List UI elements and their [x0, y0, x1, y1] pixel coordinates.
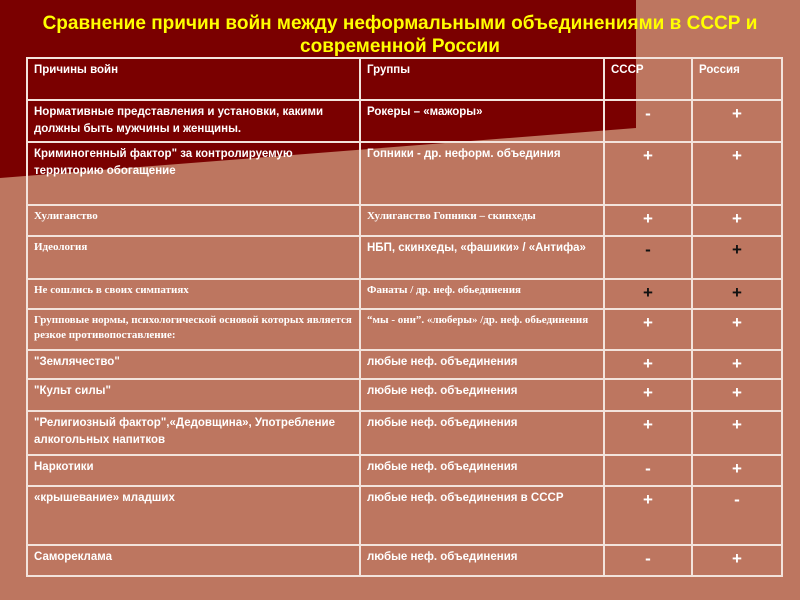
ussr-mark: + — [604, 379, 692, 411]
russia-mark: + — [692, 309, 782, 350]
cause-cell: «крышевание» младших — [27, 486, 360, 545]
cause-cell: Нормативные представления и установки, какими должны быть мужчины и женщины. — [27, 100, 360, 142]
ussr-mark: + — [604, 142, 692, 205]
table-row — [27, 142, 782, 205]
groups-cell: любые неф. объединения — [360, 379, 604, 411]
groups-cell: Гопники - др. неформ. объединия — [360, 142, 604, 205]
ussr-mark: - — [604, 236, 692, 279]
cause-cell: "Землячество" — [27, 350, 360, 379]
cause-cell: Не сошлись в своих симпатиях — [27, 279, 360, 309]
russia-mark: + — [692, 236, 782, 279]
russia-mark: + — [692, 350, 782, 379]
groups-cell: “мы - они”. «люберы» /др. неф. обьединения — [360, 309, 604, 350]
russia-mark: + — [692, 100, 782, 142]
cause-cell: Самореклама — [27, 545, 360, 576]
table-row — [27, 309, 782, 350]
ussr-mark: + — [604, 309, 692, 350]
cause-cell: Идеология — [27, 236, 360, 279]
cause-cell: Хулиганство — [27, 205, 360, 236]
groups-cell: Хулиганство Гопники – скинхеды — [360, 205, 604, 236]
table-row — [27, 350, 782, 379]
ussr-mark: + — [604, 205, 692, 236]
ussr-mark: - — [604, 100, 692, 142]
table-row — [27, 486, 782, 545]
russia-mark: + — [692, 455, 782, 486]
groups-cell: любые неф. объединения — [360, 350, 604, 379]
russia-mark: + — [692, 545, 782, 576]
slide-title: Сравнение причин войн между неформальными объединениями в СССР и современной России — [42, 13, 758, 57]
russia-mark: + — [692, 379, 782, 411]
header-ussr: СССР — [604, 58, 692, 100]
table-row — [27, 411, 782, 455]
groups-cell: Рокеры – «мажоры» — [360, 100, 604, 142]
header-row — [27, 58, 782, 100]
table-row — [27, 100, 782, 142]
header-cause: Причины войн — [27, 58, 360, 100]
header-russia: Россия — [692, 58, 782, 100]
comparison-table — [26, 57, 783, 577]
russia-mark: + — [692, 279, 782, 309]
groups-cell: любые неф. объединения — [360, 455, 604, 486]
cause-cell: "Религиозный фактор",«Дедовщина», Употребление алкогольных напитков — [27, 411, 360, 455]
russia-mark: - — [692, 486, 782, 545]
cause-cell: Криминогенный фактор" за контролируемую территорию обогащение — [27, 142, 360, 205]
russia-mark: + — [692, 142, 782, 205]
ussr-mark: + — [604, 411, 692, 455]
russia-mark: + — [692, 205, 782, 236]
table-row — [27, 279, 782, 309]
cause-cell: "Культ силы" — [27, 379, 360, 411]
ussr-mark: - — [604, 545, 692, 576]
ussr-mark: + — [604, 486, 692, 545]
groups-cell: любые неф. объединения в СССР — [360, 486, 604, 545]
groups-cell: любые неф. объединения — [360, 545, 604, 576]
cause-cell: Наркотики — [27, 455, 360, 486]
ussr-mark: + — [604, 350, 692, 379]
cause-cell: Групповые нормы, психологической основой которых является резкое противопоставление: — [27, 309, 360, 350]
table-row — [27, 455, 782, 486]
ussr-mark: - — [604, 455, 692, 486]
table-row — [27, 379, 782, 411]
groups-cell: любые неф. объединения — [360, 411, 604, 455]
russia-mark: + — [692, 411, 782, 455]
groups-cell: Фанаты / др. неф. обьединения — [360, 279, 604, 309]
header-groups: Группы — [360, 58, 604, 100]
groups-cell: НБП, скинхеды, «фашики» / «Антифа» — [360, 236, 604, 279]
table-row — [27, 236, 782, 279]
table-row — [27, 205, 782, 236]
ussr-mark: + — [604, 279, 692, 309]
table-row — [27, 545, 782, 576]
